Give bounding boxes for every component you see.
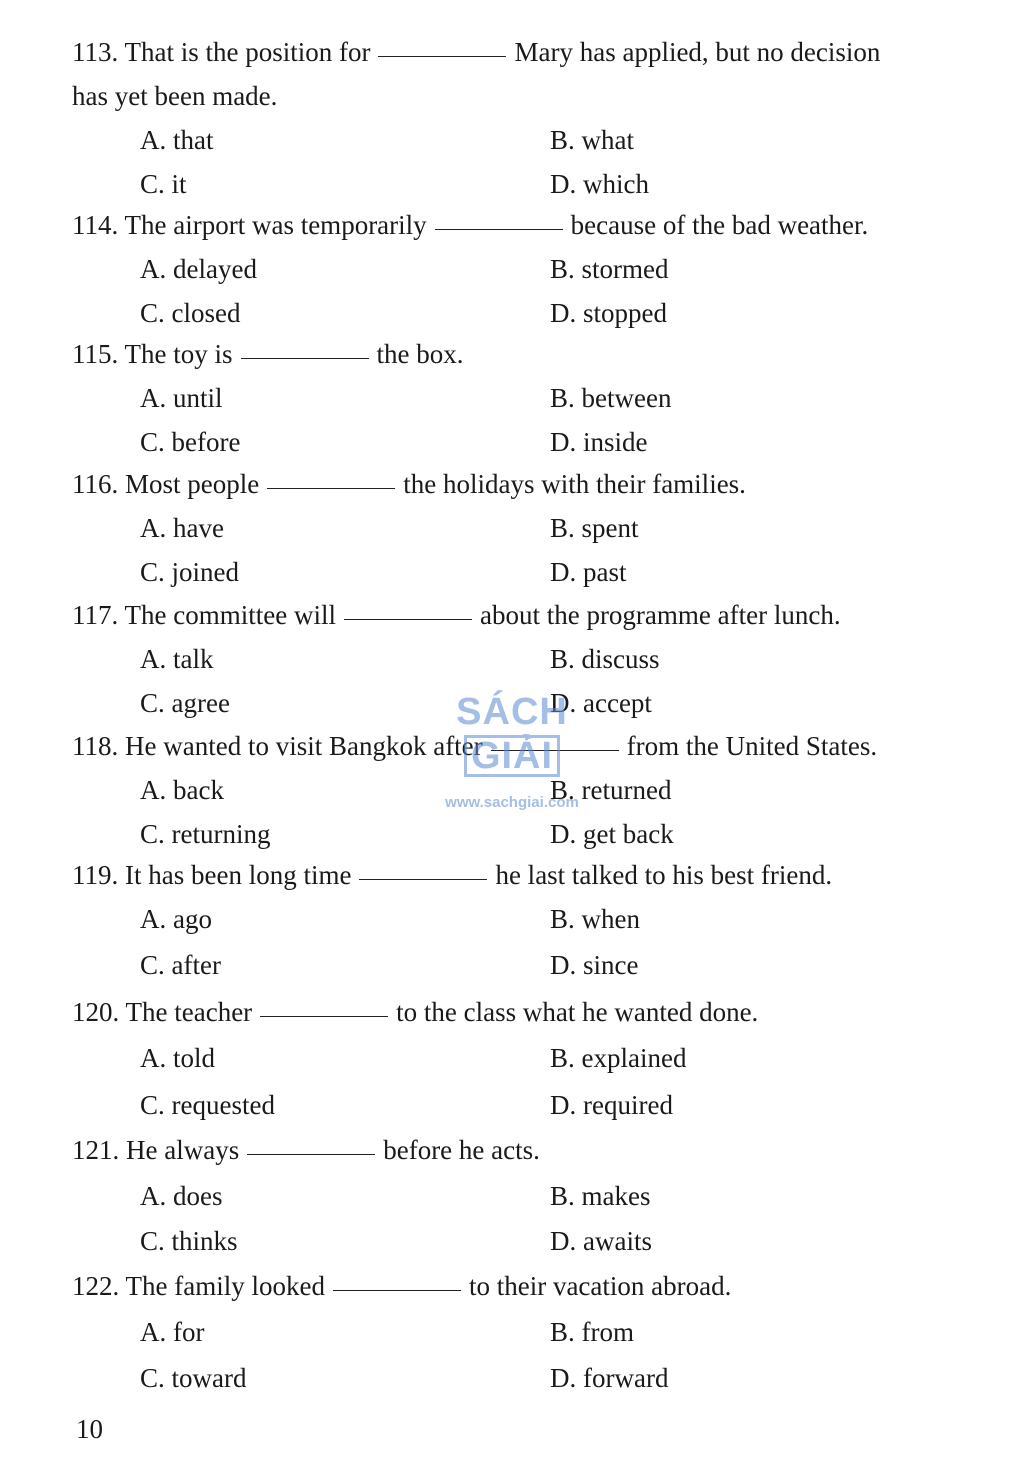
option-d: D. since <box>550 950 639 980</box>
question-stem <box>72 203 972 247</box>
stem-after: because of the bad weather. <box>570 210 869 240</box>
option-a: A. that <box>140 125 214 155</box>
answer-blank <box>333 1289 461 1291</box>
option-d: D. inside <box>550 427 648 457</box>
stem-after: before he acts. <box>383 1135 540 1165</box>
question-number: 121. <box>72 1135 120 1165</box>
question-stem <box>72 332 972 376</box>
question-stem <box>72 1128 972 1172</box>
option-c: C. requested <box>140 1090 275 1120</box>
answer-blank <box>435 228 563 230</box>
option-c: C. toward <box>140 1363 247 1393</box>
option-a: A. until <box>140 383 223 413</box>
option-a: A. back <box>140 775 224 805</box>
option-b: B. makes <box>550 1181 651 1211</box>
option-b: B. when <box>550 904 640 934</box>
answer-options <box>72 376 972 464</box>
answer-blank <box>267 487 395 489</box>
answer-blank <box>359 878 487 880</box>
watermark-logo-box: GIẢI <box>464 735 560 777</box>
question-122 <box>72 1264 972 1400</box>
question-number: 118. <box>72 731 119 761</box>
watermark-logo <box>412 690 612 778</box>
answer-blank <box>241 357 369 359</box>
option-d: D. past <box>550 557 627 587</box>
option-c: C. closed <box>140 298 241 328</box>
question-number: 117. <box>72 600 119 630</box>
question-stem <box>72 853 972 897</box>
option-a: A. does <box>140 1181 223 1211</box>
stem-before: The teacher <box>125 997 253 1027</box>
question-stem <box>72 593 972 637</box>
watermark-logo-left: SÁCH <box>456 691 568 733</box>
option-c: C. before <box>140 427 241 457</box>
option-b: B. from <box>550 1317 634 1347</box>
question-120 <box>72 990 972 1126</box>
stem-before: He wanted to visit Bangkok after <box>125 731 483 761</box>
watermark-url: www.sachgiai.com <box>445 794 579 811</box>
answer-options <box>72 118 972 206</box>
answer-options <box>72 506 972 594</box>
stem-before: The committee will <box>124 600 336 630</box>
stem-after: about the programme after lunch. <box>479 600 841 630</box>
answer-blank <box>260 1015 388 1017</box>
question-116 <box>72 462 972 594</box>
question-119 <box>72 853 972 989</box>
option-a: A. for <box>140 1317 205 1347</box>
option-b: B. between <box>550 383 672 413</box>
option-b: B. what <box>550 125 634 155</box>
option-d: D. required <box>550 1090 673 1120</box>
option-d: D. accept <box>550 688 652 718</box>
question-number: 122. <box>72 1271 120 1301</box>
option-a: A. have <box>140 513 224 543</box>
stem-before: The family looked <box>125 1271 325 1301</box>
option-a: A. told <box>140 1043 216 1073</box>
stem-before: He always <box>126 1135 240 1165</box>
option-c: C. joined <box>140 557 239 587</box>
stem-after: Mary has applied, but no decision <box>514 37 881 67</box>
stem-after: the box. <box>376 339 464 369</box>
stem-after: from the United States. <box>626 731 878 761</box>
question-number: 120. <box>72 997 120 1027</box>
answer-options <box>72 1172 972 1264</box>
stem-after: to the class what he wanted done. <box>396 997 759 1027</box>
question-number: 113. <box>72 37 119 67</box>
option-a: A. delayed <box>140 254 257 284</box>
stem-after: the holidays with their families. <box>403 469 746 499</box>
option-c: C. thinks <box>140 1226 238 1256</box>
stem-before: The airport was temporarily <box>124 210 427 240</box>
question-number: 119. <box>72 860 119 890</box>
question-114 <box>72 203 972 335</box>
answer-options <box>72 1034 972 1126</box>
option-c: C. after <box>140 950 221 980</box>
question-stem <box>72 990 972 1034</box>
stem-before: It has been long time <box>125 860 352 890</box>
option-b: B. spent <box>550 513 639 543</box>
option-d: D. get back <box>550 819 674 849</box>
stem-before: That is the position for <box>124 37 371 67</box>
question-number: 114. <box>72 210 119 240</box>
option-c: C. returning <box>140 819 271 849</box>
question-number: 115. <box>72 339 119 369</box>
question-number: 116. <box>72 469 119 499</box>
question-121 <box>72 1128 972 1264</box>
answer-options <box>72 897 972 989</box>
answer-blank <box>344 618 472 620</box>
question-113 <box>72 30 972 206</box>
option-d: D. forward <box>550 1363 669 1393</box>
option-b: B. returned <box>550 775 672 805</box>
option-b: B. discuss <box>550 644 660 674</box>
answer-options <box>72 247 972 335</box>
question-stem <box>72 462 972 506</box>
stem-before: The toy is <box>124 339 233 369</box>
option-b: B. explained <box>550 1043 687 1073</box>
answer-blank <box>378 55 506 57</box>
option-d: D. stopped <box>550 298 667 328</box>
option-c: C. it <box>140 169 187 199</box>
stem-before: Most people <box>125 469 260 499</box>
question-115 <box>72 332 972 464</box>
option-d: D. awaits <box>550 1226 652 1256</box>
answer-options <box>72 1308 972 1400</box>
question-stem <box>72 1264 972 1308</box>
option-c: C. agree <box>140 688 230 718</box>
stem-continuation: has yet been made. <box>72 81 278 111</box>
stem-after: he last talked to his best friend. <box>495 860 833 890</box>
option-d: D. which <box>550 169 649 199</box>
stem-after: to their vacation abroad. <box>468 1271 732 1301</box>
option-a: A. talk <box>140 644 214 674</box>
answer-blank <box>247 1153 375 1155</box>
option-b: B. stormed <box>550 254 669 284</box>
question-stem <box>72 30 972 74</box>
page-number: 10 <box>76 1414 103 1444</box>
option-a: A. ago <box>140 904 212 934</box>
